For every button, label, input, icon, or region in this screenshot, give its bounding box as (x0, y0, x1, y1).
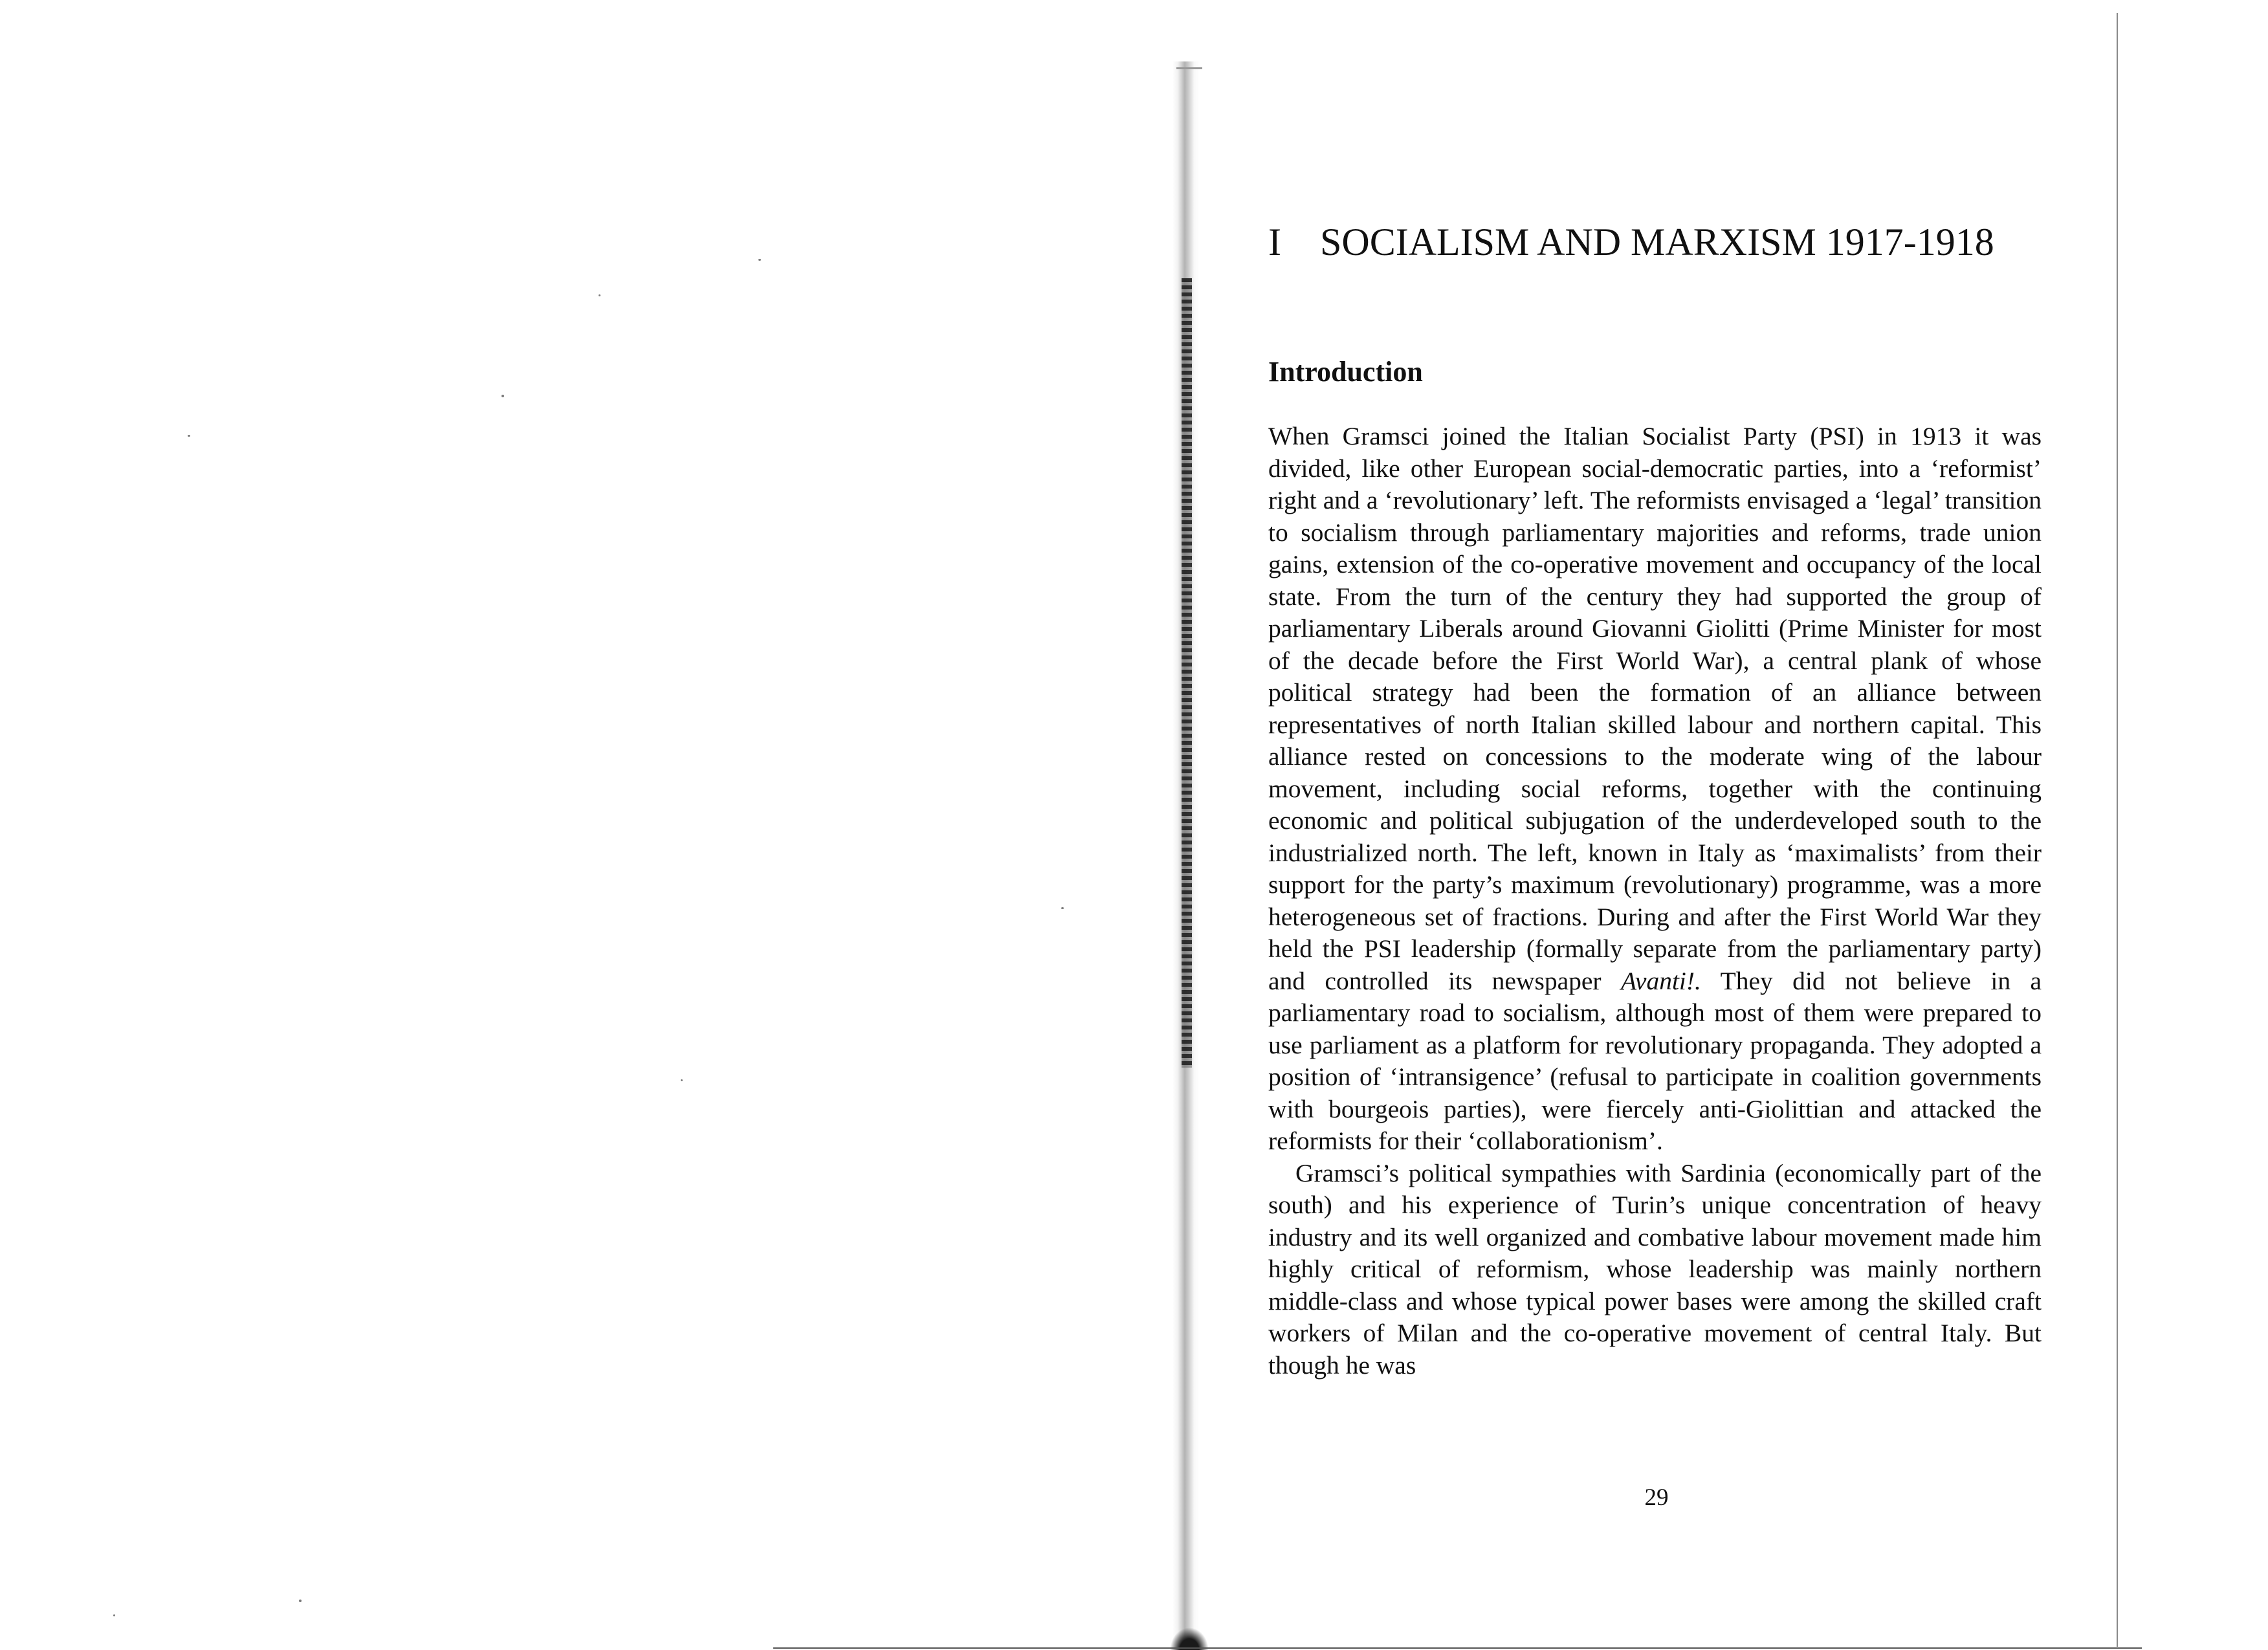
paper-speck (758, 259, 761, 261)
section-heading: Introduction (1268, 356, 1423, 388)
paragraph-text: They did not believe in a parliamentary road to socialism, although most of them were prepared to use parliament as a platform for revolutionary propaganda. They adopted a position of ‘intransigence’ (refusal to participate in coalition governments with bourgeois parties), were fiercely anti-Giolittian and attacked the reformists for their ‘collaborationism’. (1268, 966, 2042, 1155)
page-bottom-edge (773, 1647, 2142, 1649)
paper-speck (681, 1079, 683, 1081)
paragraph-text: When Gramsci joined the Italian Socialist Party (PSI) in 1913 it was divided, like other European social-democratic parties, into a ‘reformist’ right and a ‘revolutionary’ left. The reformists envisaged a ‘legal’ transition to socialism through parliamentary majorities and reforms, trade union gains, extension of the co-operative movement and occupancy of the local state. From the turn of the century they had supported the group of parliamentary Liberals around Giovanni Giolitti (Prime Minister for most of the decade before the First World War), a central plank of whose political strategy had been the formation of an alliance between representatives of north Italian skilled labour and northern capital. This alliance rested on concessions to the moderate wing of the labour movement, including social reforms, together with the continuing economic and political subjugation of the underdeveloped south to the industrialized north. The left, known in Italy as ‘maximalists’ from their support for the party’s maximum (revolutionary) programme, was a more heterogeneous set of fractions. During and after the First World War they held the PSI leadership (formally separate from the parliamentary party) and controlled its newspaper (1268, 422, 2042, 995)
chapter-title-text: SOCIALISM AND MARXISM 1917-1918 (1320, 221, 1994, 263)
spine-shadow (1182, 278, 1192, 1068)
paper-speck (501, 395, 504, 397)
newspaper-title: Avanti!. (1620, 966, 1701, 995)
chapter-number: I (1268, 221, 1281, 263)
paper-speck (1061, 907, 1064, 909)
body-text (1268, 421, 2042, 1381)
page-right-edge (2117, 13, 2118, 1647)
paper-speck (599, 294, 600, 296)
right-text-page (1268, 220, 2042, 1381)
spine-top-mark (1176, 67, 1202, 69)
spine-foot (1170, 1627, 1209, 1650)
chapter-title (1268, 220, 2042, 265)
page-number: 29 (1644, 1484, 1669, 1511)
paper-speck (299, 1600, 302, 1602)
paper-speck (113, 1614, 115, 1616)
paragraph: Gramsci’s political sympathies with Sardinia (economically part of the south) and his experience of Turin’s unique concentration of heavy industry and its well organized and combative labour movement made him highly critical of reformism, whose leadership was mainly northern middle-class and whose typical power bases were among the skilled craft workers of Milan and the co-operative movement of central Italy. But though he was (1268, 1158, 2042, 1380)
paper-speck (188, 435, 190, 437)
paragraph (1268, 421, 2042, 1158)
